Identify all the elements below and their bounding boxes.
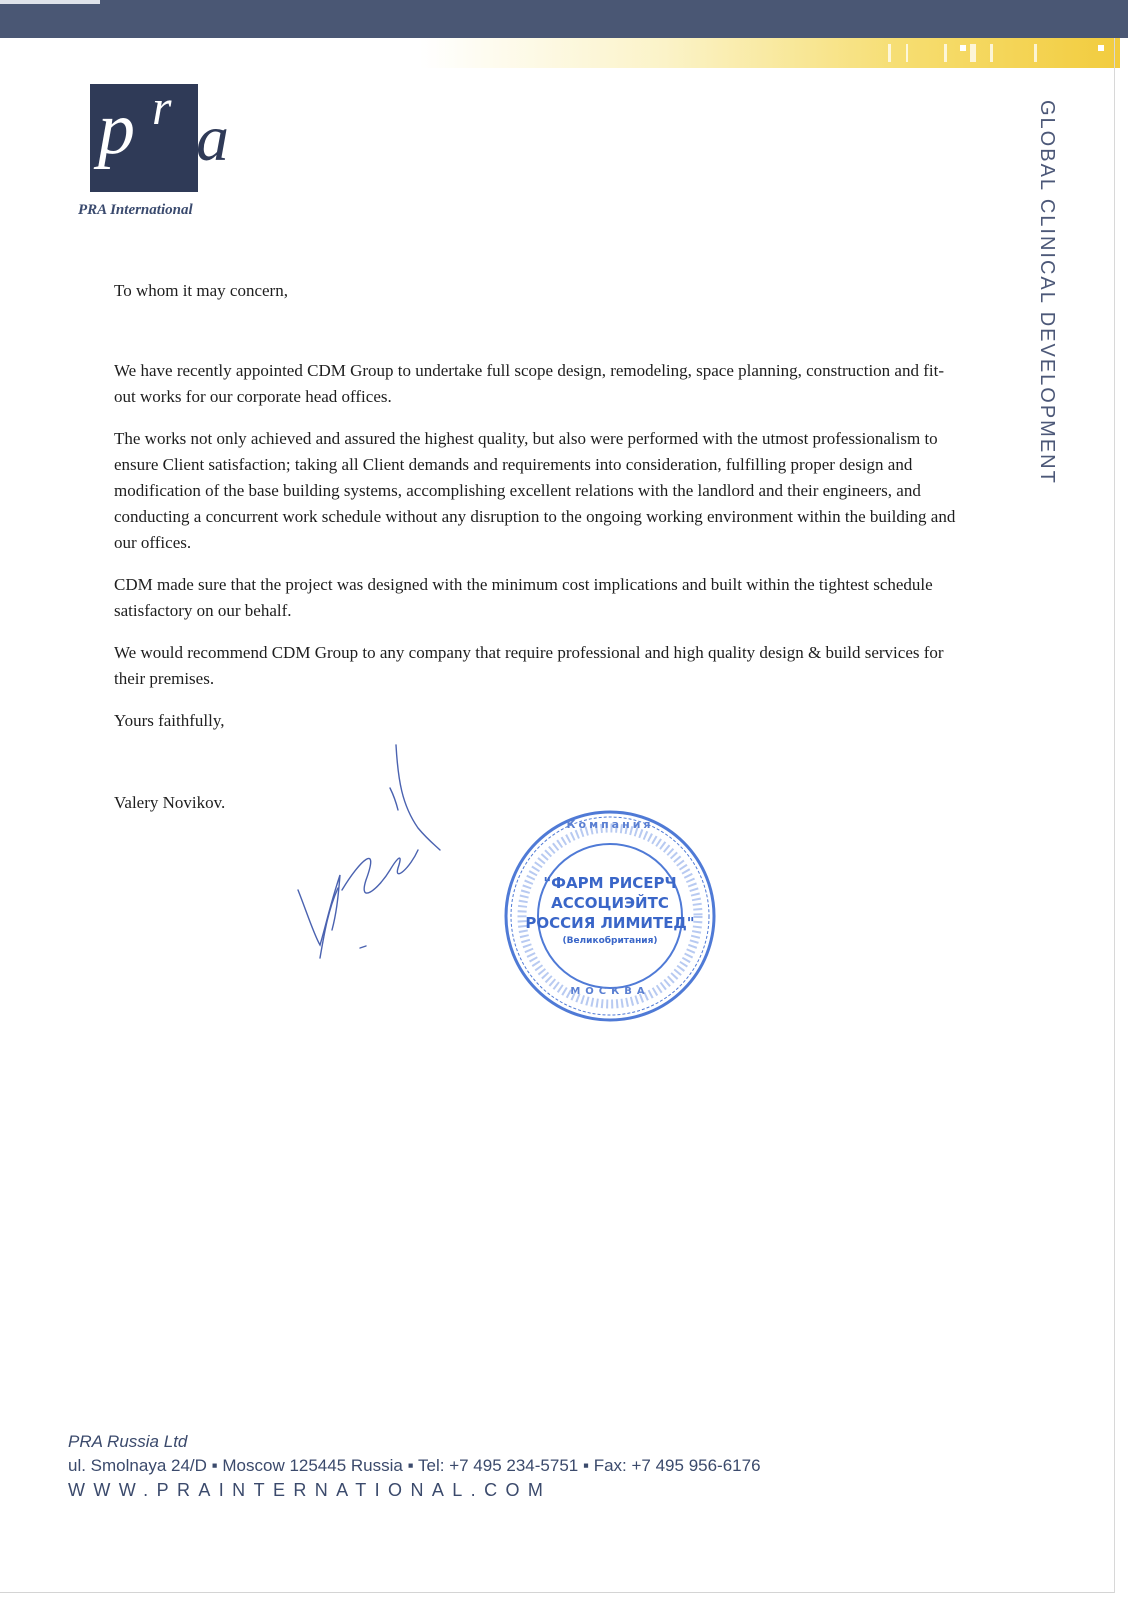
gold-band-divider [906,44,908,62]
signatory-name: Valery Novikov. [114,793,226,812]
page-edge-right [1114,38,1115,1593]
logo-letter-a: a [196,102,229,175]
header-bar [0,0,1128,38]
closing: Yours faithfully, [114,711,225,730]
seal-text-line: (Великобритания) [562,936,658,946]
seal-ring-top: Компания [566,818,654,831]
letter-body [114,278,964,816]
company-seal [500,806,720,1026]
seal-text-line: АССОЦИЭЙТС [551,894,669,912]
paragraph: CDM made sure that the project was designed with the minimum cost implications and built within the tightest schedule satisfactory on our behalf. [114,575,933,620]
gold-gradient-band [420,38,1120,68]
logo-letter-p: p [98,88,135,170]
gold-band-divider [1034,44,1037,62]
gold-band-divider [888,44,891,62]
seal-text-line: "ФАРМ РИСЕРЧ [543,874,677,892]
salutation: To whom it may concern, [114,281,288,300]
company-logo [78,79,238,224]
footer-company: PRA Russia Ltd [68,1432,188,1451]
gold-band-square [960,45,966,51]
header-bar-accent [0,0,100,4]
footer-address: ul. Smolnaya 24/D ▪ Moscow 125445 Russia ▪ Tel: +7 495 234-5751 ▪ Fax: +7 495 956-6176 [68,1456,761,1475]
page-edge-bottom [0,1592,1114,1593]
tagline-vertical: GLOBAL CLINICAL DEVELOPMENT [1036,100,1058,485]
logo-caption: PRA International [78,202,193,218]
footer-website: WWW.PRAINTERNATIONAL.COM [68,1480,552,1500]
gold-band-divider [990,44,993,62]
paragraph: The works not only achieved and assured the highest quality, but also were performed with the utmost professionalism to ensure Client satisfaction; taking all Client demands and requirements into consideration, fulfilling proper design and modification of the base building systems, accomplishing excellent relations with the landlord and their engineers, and conducting a concurrent work schedule without any disruption to the ongoing working environment within the building and our offices. [114,429,956,552]
gold-band-divider [970,44,976,62]
gold-band-divider [944,44,947,62]
footer [68,1430,761,1502]
paragraph: We would recommend CDM Group to any company that require professional and high quality design & build services for their premises. [114,643,944,688]
logo-letter-r: r [152,79,172,135]
paragraph: We have recently appointed CDM Group to undertake full scope design, remodeling, space planning, construction and fit-out works for our corporate head offices. [114,361,944,406]
seal-text-line: РОССИЯ ЛИМИТЕД" [525,914,695,932]
gold-band-square [1098,45,1104,51]
handwritten-signature [280,740,460,990]
seal-ring-bottom: МОСКВА [570,986,650,997]
